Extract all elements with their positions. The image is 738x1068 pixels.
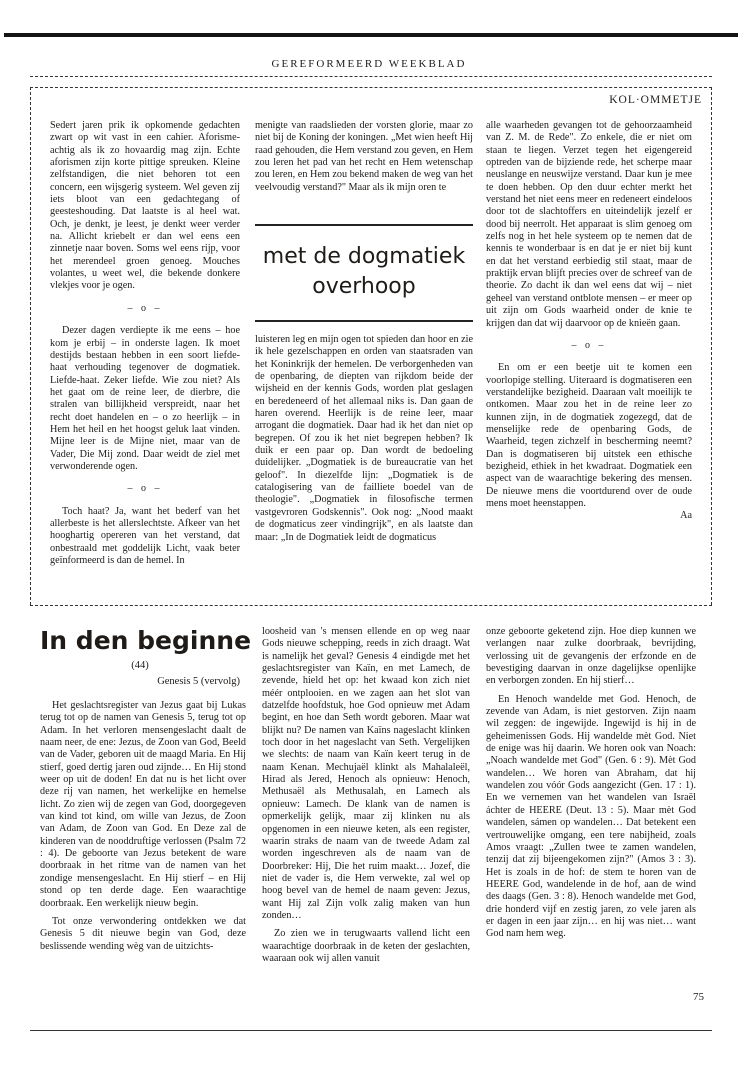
footer-rule [30,1030,712,1031]
paragraph: Zo zien we in terugwaarts vallend licht een waarachtige doorbraak in de keten der geslachten, waaraan ook wij allen vanuit [262,928,470,964]
lower-article-subtitle: Genesis 5 (vervolg) [157,676,240,687]
paragraph: Toch haat? Ja, want het bederf van het allerbeste is het allerslechtste. Afkeer van het hooghartig opereren van het verstand, dat onbestraald met goddelijk Licht, vaak beter geïnformeerd is dan de hemel. In [50,505,240,566]
paragraph: luisteren leg en mijn ogen tot spieden dan hoor en zie ik hele gezelschappen en orden van staatsraden van het Koninkrijk der hemelen. De verborgenheden van de openbaring, de diepten van rijkdom beide der wijsheid en der kennis Gods, worden plat geslagen en beredeneerd of het allemaal niks is. Dan gaan de haren overend. Heerlijk is de reine leer, maar arrogant die dogmatiek. Daar had ik het dan niet op begrepen. Of zou ik het niet begrepen hebben? Ik duik er een paar op. Dan wordt de bedoeling duidelijker. „Dogmatiek is de bureaucratie van het geloof". In diezelfde lijn: „Dogmatiek is de catalogisering van de failliete boedel van de theologie". „Dogmatiek in filosofische termen vastgevroren Godskennis". Ook nog: „Nood maakt de dogmaticus zeer vindingrijk", en als laatste dan maar: „In de Dogmatiek leidt de dogmaticus [255,334,473,543]
box-left-rule [30,87,31,605]
article-title-line1: met de dogmatiek [262,244,466,269]
paragraph: menigte van raadslieden der vorsten glorie, maar zo niet bij de Koning der koningen. „Met wien heeft Hij raad gehouden, die Hem verstand zou geven, en Hem zou leren het pad van het recht en Hem wetenschap zou leren, en Hem zou bekend maken de weg van het veelvoudig verstand?" Maar als ik mijn oren te [255,120,473,193]
header-rule [30,76,712,77]
top-bar [4,33,738,37]
box-bottom-rule [30,605,712,606]
paragraph: Het geslachtsregister van Jezus gaat bij Lukas terug tot op de namen van Genesis 5, terug tot op Adam. In het verloren mensengeslacht daalt de naam neer, de ene: Jezus, de Zoon van God, Beeld van de Vader, geboren uit de maagd Maria. En Hij stierf, goed dertig jaren oud zijnde… En Hij stond weer op uit de doden! En dat nu is het licht over deze rij van namen, het werkelijke en hemelse licht. Zo zien wij de zegen van God, doorgegeven van kind tot kind, om wille van Jezus, de Zoon van Adam, de Zoon van God. En Deze zal de kinderen van de nooddruftige verlossen (Psalm 72 : 4). De geboorte van Jezus betekent de ware doorbraak in het ritme van de namen van het zondige mensengeslacht. En Hij stierf – en Hij stond op ten derde dage. Een waarachtige doorbraak. Een werkelijk nieuw begin. [40,700,246,909]
separator: – o – [127,483,163,495]
masthead: GEREFORMEERD WEEKBLAD [271,58,467,70]
article-title-box [255,224,473,322]
column-kicker: KOL·OMMETJE [609,94,702,106]
box-right-rule [711,87,712,605]
article-title-line2: overhoop [312,274,416,299]
paragraph: onze geboorte geketend zijn. Hoe diep kunnen we verlangen naar zulke doorbraak, bevrijding, verlossing uit de gevangenis der erfzonde en de bevestiging daarvan in onze dagelijkse openlijke en verborgen zonden. En hij stierf… [486,626,696,687]
separator: – o – [127,302,163,314]
top-column-1 [50,120,240,567]
lower-column-2 [262,626,470,965]
author-initials: Aa [680,510,692,522]
top-column-2b [255,334,473,544]
lower-article-title: In den beginne [40,626,252,655]
paragraph: Tot onze verwondering ontdekken we dat Genesis 5 dit nieuwe begin van God, deze beslissende wending wèg van de uitzichts- [40,915,246,952]
top-column-2a [255,120,473,194]
lower-column-3 [486,626,696,941]
series-number: (44) [131,660,149,671]
lower-column-1 [40,700,246,953]
separator: – o – [571,339,607,351]
page-number: 75 [693,991,704,1003]
paragraph: loosheid van 's mensen ellende en op weg naar Gods nieuwe schepping, reeds in zich draagt. Wat is namelijk het geval? Genesis 4 eindigde met het geslachtsregister van Kaïn, en met Lamech, de zevende, hield het op: het kwaad kon zich niet méér ontplooien. en we zagen aan het slot van datzelfde hoofdstuk, hoe God opnieuw met Adam begint, en hoe dan Seth wordt geboren. Maar wat blijkt nu? De namen van Kaïns nageslacht klinken toch door in het nageslacht van Seth. Vergelijken we slechts: de naam van Kaïn keert terug in de naam Kenan. Mechujaël klinkt als Mahalaleël, Hirad als Jered, Henoch als opnieuw: Henoch, Methusaël als Methusalah, en Lamech als opnieuw: Lamech. De klank van de namen is opmerkelijk gelijk, maar zij klinken nu als opgenomen in een nieuwe keten, als een register, waarin straks de naam van de tweede Adam zal worden ingeschreven als de naam van de Doorbreker: Hij, Die het ruim maakt… Jozef, die niet de vader is, die Hem verwekte, zal wel op hoog bevel van de hemel de naam geven: Jezus, want Hij zal Zijn volk zalig maken van hun zonden… [262,626,470,921]
paragraph: En Henoch wandelde met God. Henoch, de zevende van Adam, is niet gestorven. Zijn naam wil zeggen: de ingewijde. Ingewijd is hij in de geheimenissen Gods. Hij wandelde mèt God. Niet de enige was hij daarin. We horen ook van Noach: „Noach wandelde met God" (Gen. 6 : 9). Mèt God wandelen… We horen van Abraham, dat hij wandelen zou vóór Gods aangezicht (Gen. 17 : 1). En we vernemen van het wandelen van Israël áchter de HEERE (Deut. 13 : 5). Maar mèt God wandelen, sámen op wandelen… Dat betekent een vertrouwelijke omgang, een tere nabijheid, zoals Amos vraagt: „Zullen twee te zamen wandelen, tenzij dat zij bijeengekomen zijn?" (Amos 3 : 3). Het is zoals in de hof: de stem te horen van de HEERE God, wandelende in de hof, aan de wind des daags (Gen. 3 : 8). Henoch wandelde met God, drie honderd vijf en zestig jaren, zo vele jaren als er dagen in een jaar zijn… en hij was niet… want God nam hem weg. [486,693,696,940]
paragraph: Sedert jaren prik ik opkomende gedachten zwart op wit vast in een cahier. Aforisme-achtig als ik zo hovaardig mag zijn. Echte aforismen zijn korte pittige spreuken. Kleine zelfstandigen, die niet behoren tot een concern, een wijsgerig systeem. Wel geven zij iets bloot van een gedachtegang of geesteshouding. Dat laatste is al heel wat. Och, je denkt, je leest, je denkt weer verder na. Allicht kriebelt er dan wel eens een zinnetje naar boven. Soms wel eens rijp, voor het merendeel groen genoeg. Mouches volantes, u weet wel, die bekende donkere vlekjes voor je ogen. [50,120,240,292]
box-top-rule [30,87,712,88]
paragraph: alle waarheden gevangen tot de gehoorzaamheid van Z. M. de Rede". Zo enkele, die er niet om staan te liegen. Verzet tegen het eigengereid optreden van de bijziende rede, het scherpe maar neuslange en neuswijze verstand. Daar kun je mee te doen hebben. Op den duur echter merkt het verstand het niet eens meer en redeneert eindeloos door tot de slachtoffers en uiteindelijk jezelf er dood bij neerrolt. Het apparaat is slim genoeg om zelfs nog in het hele systeem op te nemen dat de kennis te wonderbaar is en dat je er niet bij kunt en dat het verstand eerbiedig stil staat, maar de praktijk ervan blijft precies over de schreef van de theorie. Zo dacht ik dan wel eens dat wij – niet geheel van verstand ontblote mensen – er meer op uit zijn om Gods waarheid onder de knie te krijgen dan dat wij daarvoor op de knieën gaan. [486,120,692,329]
top-column-3 [486,120,692,523]
paragraph: Dezer dagen verdiepte ik me eens – hoe kom je erbij – in onderste lagen. Ik moet destijds bestaan hebben in een soort liefde-haat verhouding tegenover de dogmatiek. Liefde-haat. Zeker liefde. Wie zou niet? Als het gaat om de reine leer, de dierbre, die stralen van billijkheid verspreidt, naar het recht doet handelen en – o zo heerlijk – in Hem het heil en het hoogst geluk laat vinden. Mijne leer is de Mijne niet, maar van de Vader, Die Mij zond. Daar weidt de ziel met verwonderende ogen. [50,325,240,472]
paragraph: En om er een beetje uit te komen een voorlopige stelling. Uiteraard is dogmatiseren een verstandelijke bezigheid. Daaraan valt moeilijk te ontkomen. Maar zou het in de reine leer zo kunnen zijn, in de dogmatiek zogezegd, dat de menselijke rede de openbaring Gods, de Waarheid, tegen zichzelf in bescherming neemt? Dan is dogmatiseren bij uitstek een ethische bezigheid, ethiek in het kwadraat. Dogmatiek een aspect van de waarachtige bekering des mensen. De nieuwe mens die voortdurend over de oude mens moet heenstappen. [486,362,692,509]
